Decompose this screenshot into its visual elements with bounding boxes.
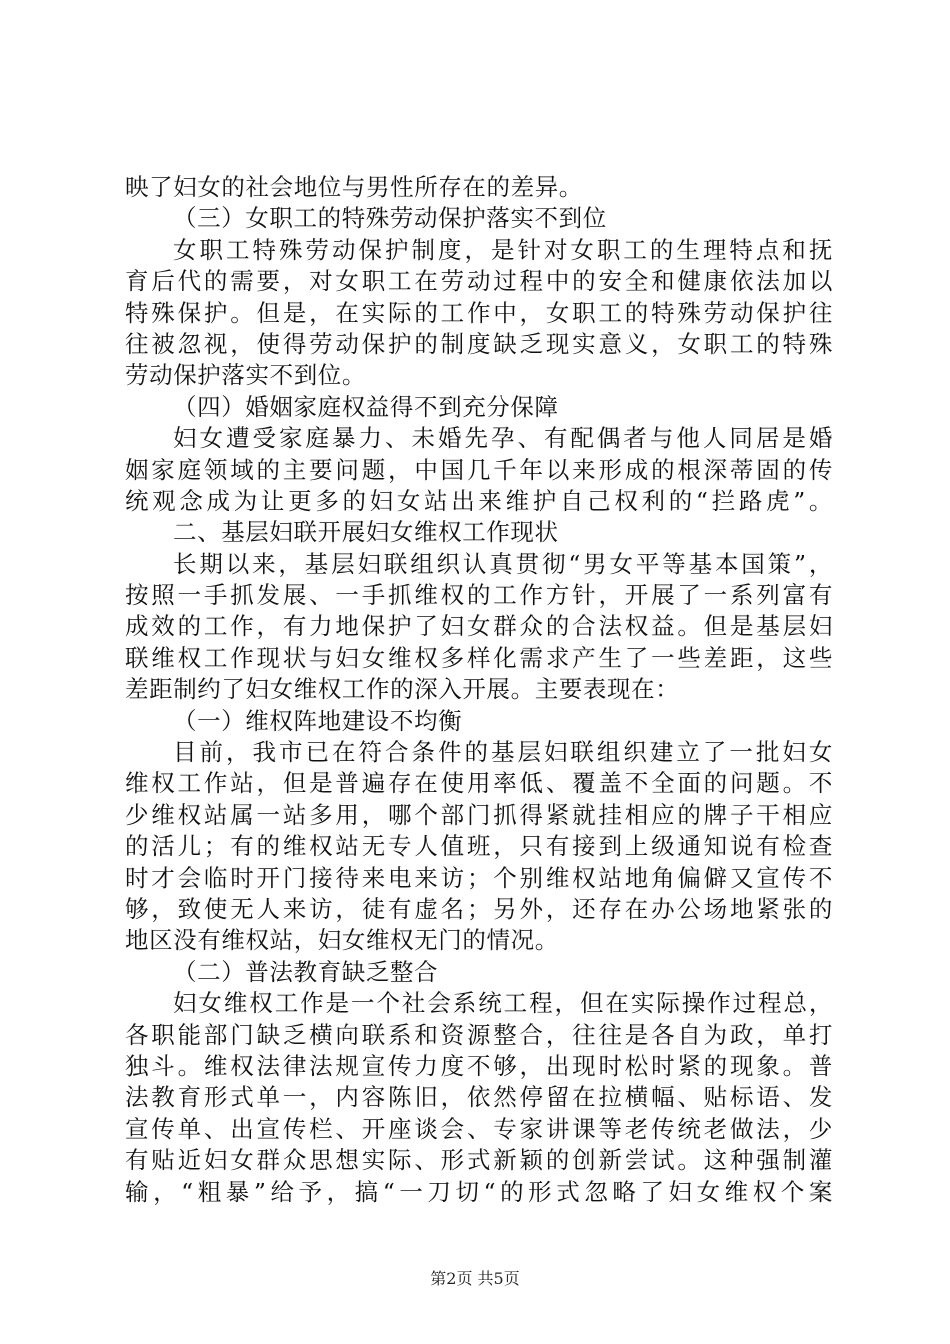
text-line: 差距制约了妇女维权工作的深入开展。主要表现在：	[125, 675, 680, 704]
page-footer: 第2页 共5页	[430, 1269, 520, 1288]
text-line: 各职能部门缺乏横向联系和资源整合，往往是各自为政，单打	[125, 1020, 833, 1049]
text-line: 映了妇女的社会地位与男性所存在的差异。	[125, 173, 583, 201]
text-line: 往被忽视，使得劳动保护的制度缺乏现实意义，女职工的特殊	[125, 329, 833, 358]
text-line: 统观念成为让更多的妇女站出来维护自己权利的“拦路虎”。	[125, 486, 833, 515]
text-line: 按照一手抓发展、一手抓维权的工作方针，开展了一系列富有	[125, 581, 833, 610]
text-line: 成效的工作，有力地保护了妇女群众的合法权益。但是基层妇	[125, 612, 833, 641]
text-line: 姻家庭领域的主要问题，中国几千年以来形成的根深蒂固的传	[125, 455, 833, 484]
text-line: 输，“粗暴”给予，搞“一刀切“的形式忽略了妇女维权个案	[125, 1177, 833, 1206]
text-line: 女职工特殊劳动保护制度，是针对女职工的生理特点和抚	[173, 235, 833, 264]
text-line: 的活儿；有的维权站无专人值班，只有接到上级通知说有检查	[125, 832, 833, 861]
text-line: 长期以来，基层妇联组织认真贯彻“男女平等基本国策”，	[173, 549, 833, 578]
text-line: 时才会临时开门接待来电来访；个别维权站地角偏僻又宣传不	[125, 863, 833, 892]
text-line: 有贴近妇女群众思想实际、形式新颖的创新尝试。这种强制灌	[125, 1146, 833, 1175]
text-line: 妇女遭受家庭暴力、未婚先孕、有配偶者与他人同居是婚	[173, 424, 833, 453]
text-line: 够，致使无人来访，徒有虚名；另外，还存在办公场地紧张的	[125, 894, 833, 923]
text-line: （三）女职工的特殊劳动保护落实不到位	[173, 204, 607, 233]
text-line: 妇女维权工作是一个社会系统工程，但在实际操作过程总，	[173, 989, 833, 1018]
text-line: （二）普法教育缺乏整合	[173, 957, 439, 986]
text-line: 独斗。维权法律法规宣传力度不够，出现时松时紧的现象。普	[125, 1051, 833, 1080]
text-line: 育后代的需要，对女职工在劳动过程中的安全和健康依法加以	[125, 267, 833, 296]
text-line: （四）婚姻家庭权益得不到充分保障	[173, 392, 559, 421]
text-line: 宣传单、出宣传栏、开座谈会、专家讲课等老传统老做法，少	[125, 1114, 833, 1143]
text-line: 二、基层妇联开展妇女维权工作现状	[173, 518, 559, 547]
text-line: 地区没有维权站，妇女维权无门的情况。	[125, 926, 559, 955]
text-line: 少维权站属一站多用，哪个部门抓得紧就挂相应的牌子干相应	[125, 800, 833, 829]
body-text	[125, 172, 833, 1208]
text-line: 劳动保护落实不到位。	[125, 361, 366, 390]
text-line: 法教育形式单一，内容陈旧，依然停留在拉横幅、贴标语、发	[125, 1083, 833, 1112]
text-line: 联维权工作现状与妇女维权多样化需求产生了一些差距，这些	[125, 643, 833, 672]
text-line: 特殊保护。但是，在实际的工作中，女职工的特殊劳动保护往	[125, 298, 833, 327]
text-line: 维权工作站，但是普遍存在使用率低、覆盖不全面的问题。不	[125, 769, 833, 798]
text-line: 目前，我市已在符合条件的基层妇联组织建立了一批妇女	[173, 738, 833, 767]
text-line: （一）维权阵地建设不均衡	[173, 706, 463, 735]
